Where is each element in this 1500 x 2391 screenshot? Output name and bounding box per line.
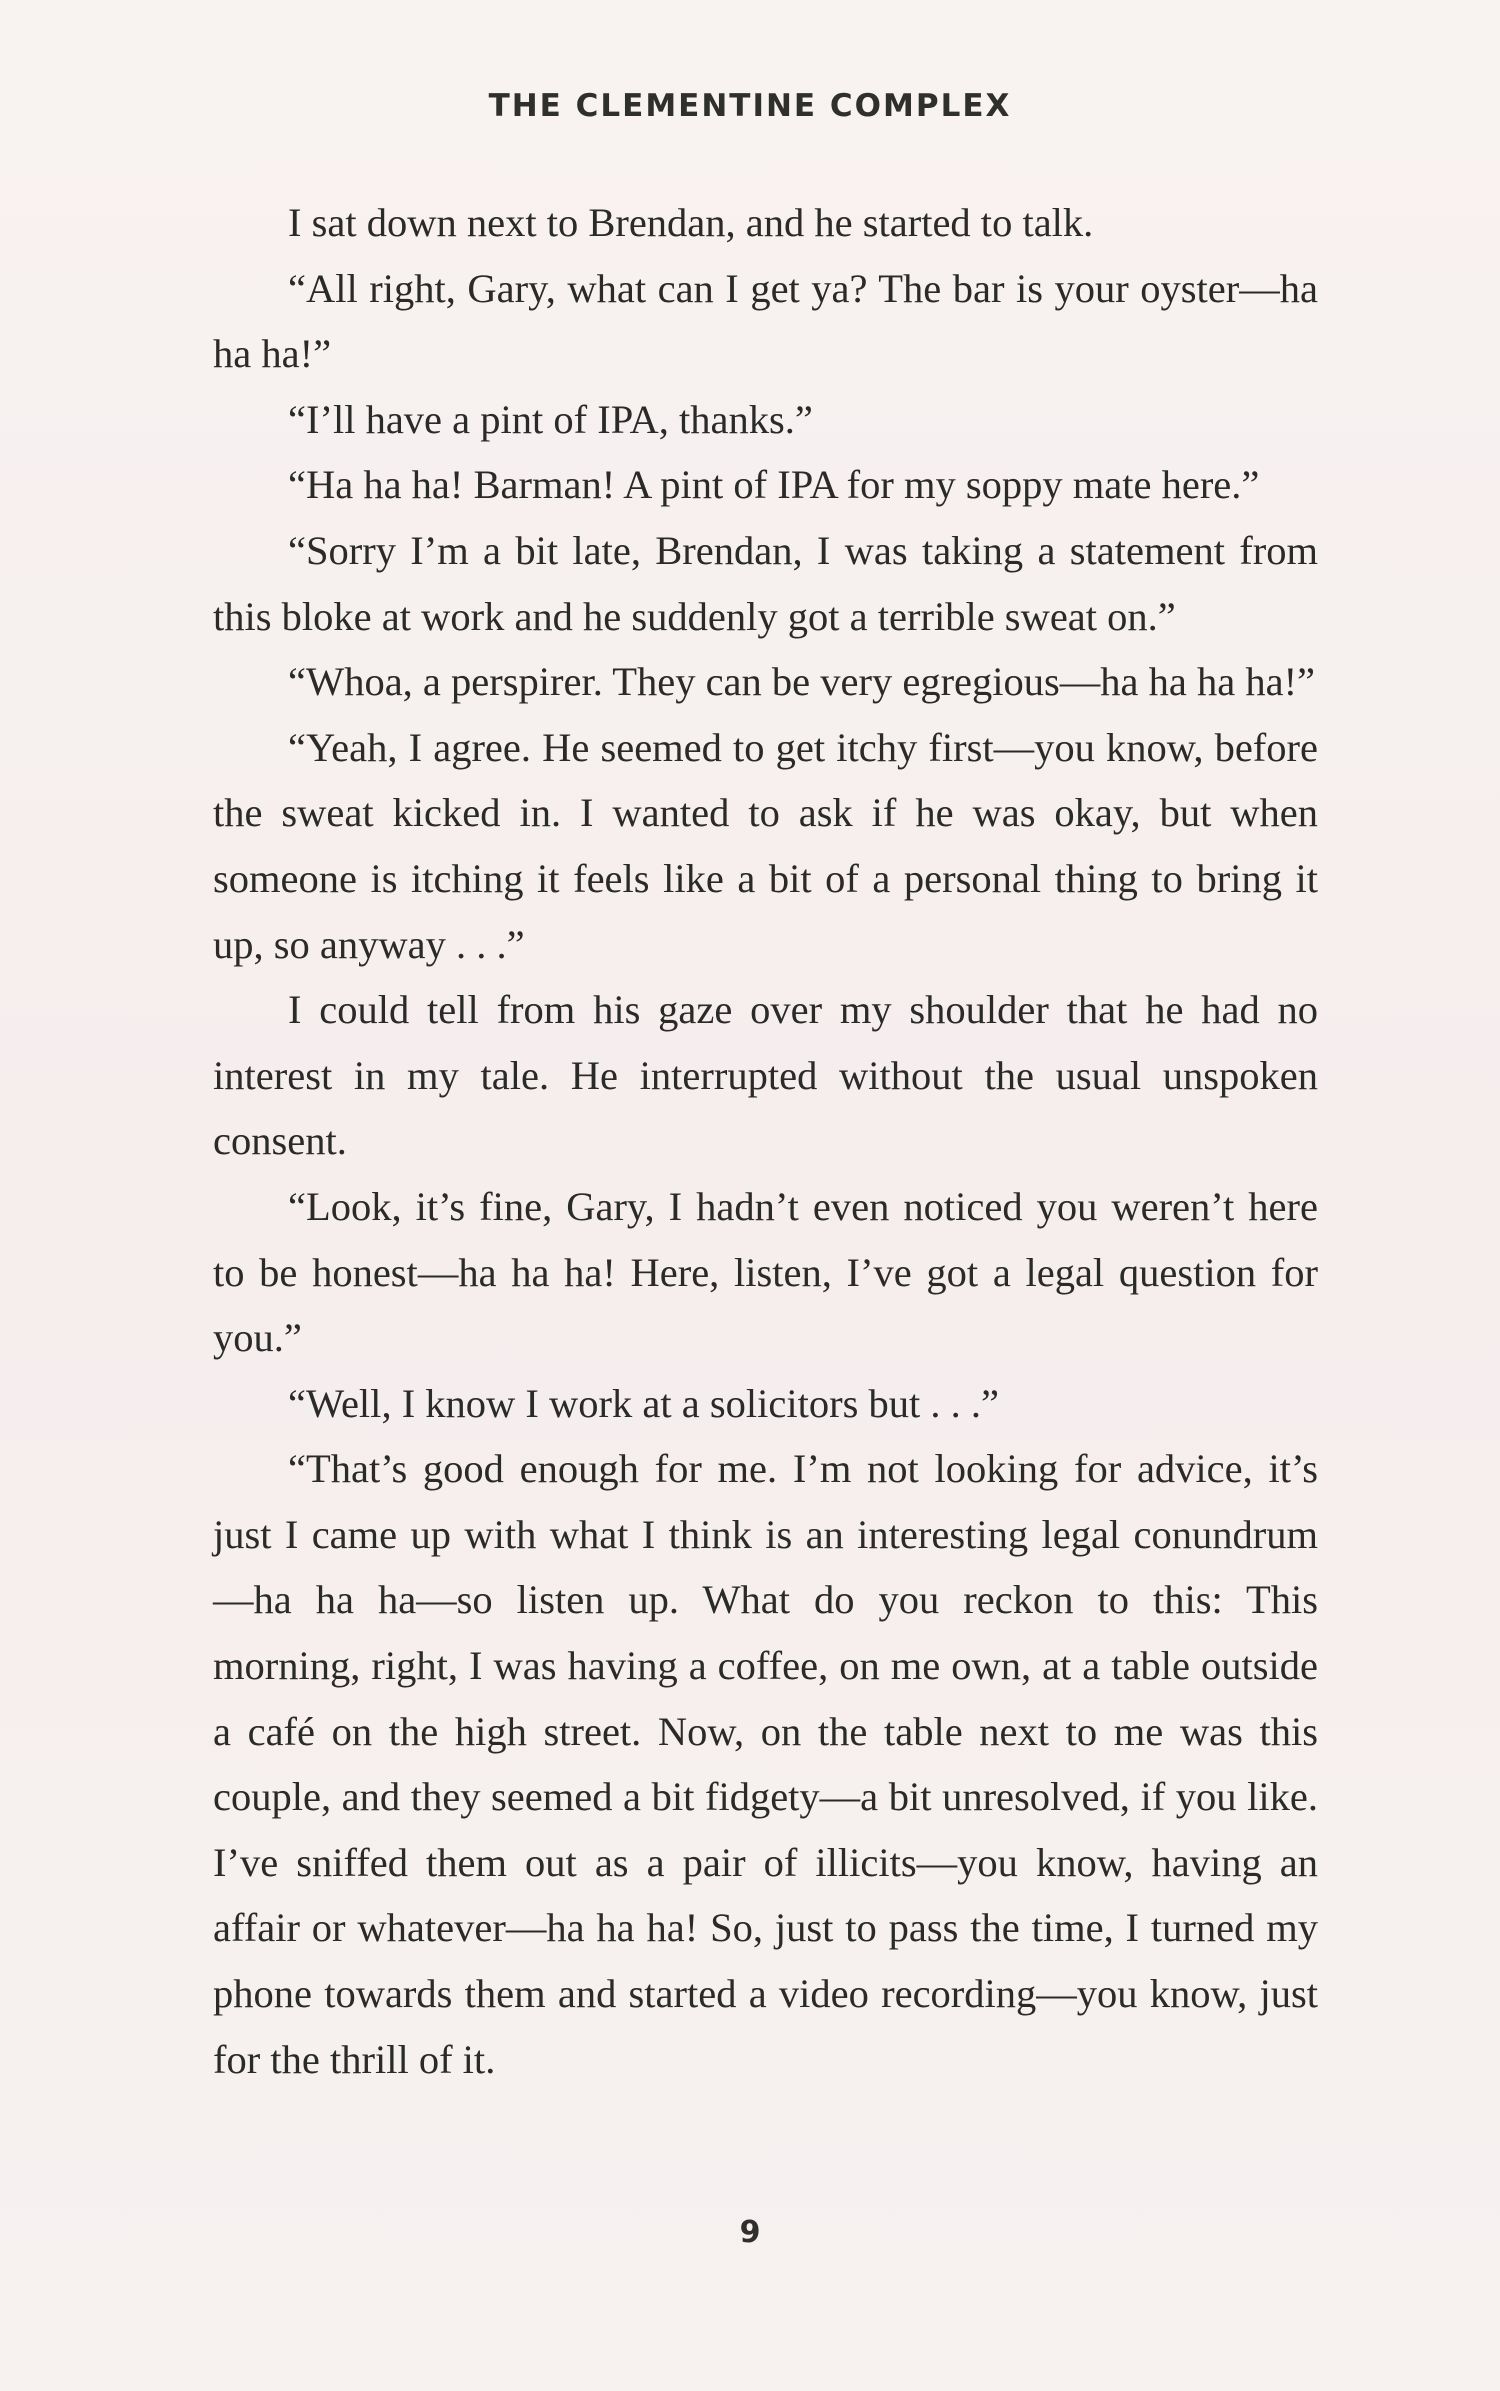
- paragraph: I could tell from his gaze over my shoulder that he had no interest in my tale. He interrupted without the usual unspoken consent.: [213, 987, 1318, 1164]
- paragraph: “Yeah, I agree. He seemed to get itchy first—you know, before the sweat kicked in. I wanted to ask if he was okay, but when someone is itching it feels like a bit of a personal thing to bring it up, so anyway . . .”: [213, 724, 1318, 967]
- paragraph: “I’ll have a pint of IPA, thanks.”: [288, 396, 813, 442]
- paragraph: “Ha ha ha! Barman! A pint of IPA for my soppy mate here.”: [288, 462, 1260, 508]
- paragraph: “Look, it’s fine, Gary, I hadn’t even noticed you weren’t here to be honest—ha ha ha! Here, listen, I’ve got a legal question for you.”: [213, 1183, 1318, 1361]
- paragraph: “Sorry I’m a bit late, Brendan, I was taking a statement from this bloke at work and he suddenly got a terrible sweat on.”: [213, 527, 1318, 639]
- paragraph: “That’s good enough for me. I’m not looking for advice, it’s just I came up with what I think is an interesting legal conundrum—ha ha ha—so listen up. What do you reckon to this: This morning, right, I was having a coffee, on me own, at a table outside a café on the high street. Now, on the table next to me was this couple, and they seemed a bit fidgety—a bit unresolved, if you like. I’ve sniffed them out as a pair of illicits—you know, having an affair or whatever—ha ha ha! So, just to pass the time, I turned my phone towards them and started a video recording—you know, just for the thrill of it.: [213, 1446, 1318, 2082]
- paragraph: I sat down next to Brendan, and he started to talk.: [288, 200, 1094, 245]
- paragraph: “All right, Gary, what can I get ya? The bar is your oyster—ha ha ha!”: [213, 265, 1318, 377]
- page-number: 9: [739, 2215, 761, 2250]
- paragraph: “Whoa, a perspirer. They can be very egregious—ha ha ha ha!”: [288, 659, 1316, 705]
- paragraph: “Well, I know I work at a solicitors but . . .”: [288, 1380, 999, 1426]
- running-head: THE CLEMENTINE COMPLEX: [488, 88, 1012, 124]
- body-text: [213, 190, 1318, 2092]
